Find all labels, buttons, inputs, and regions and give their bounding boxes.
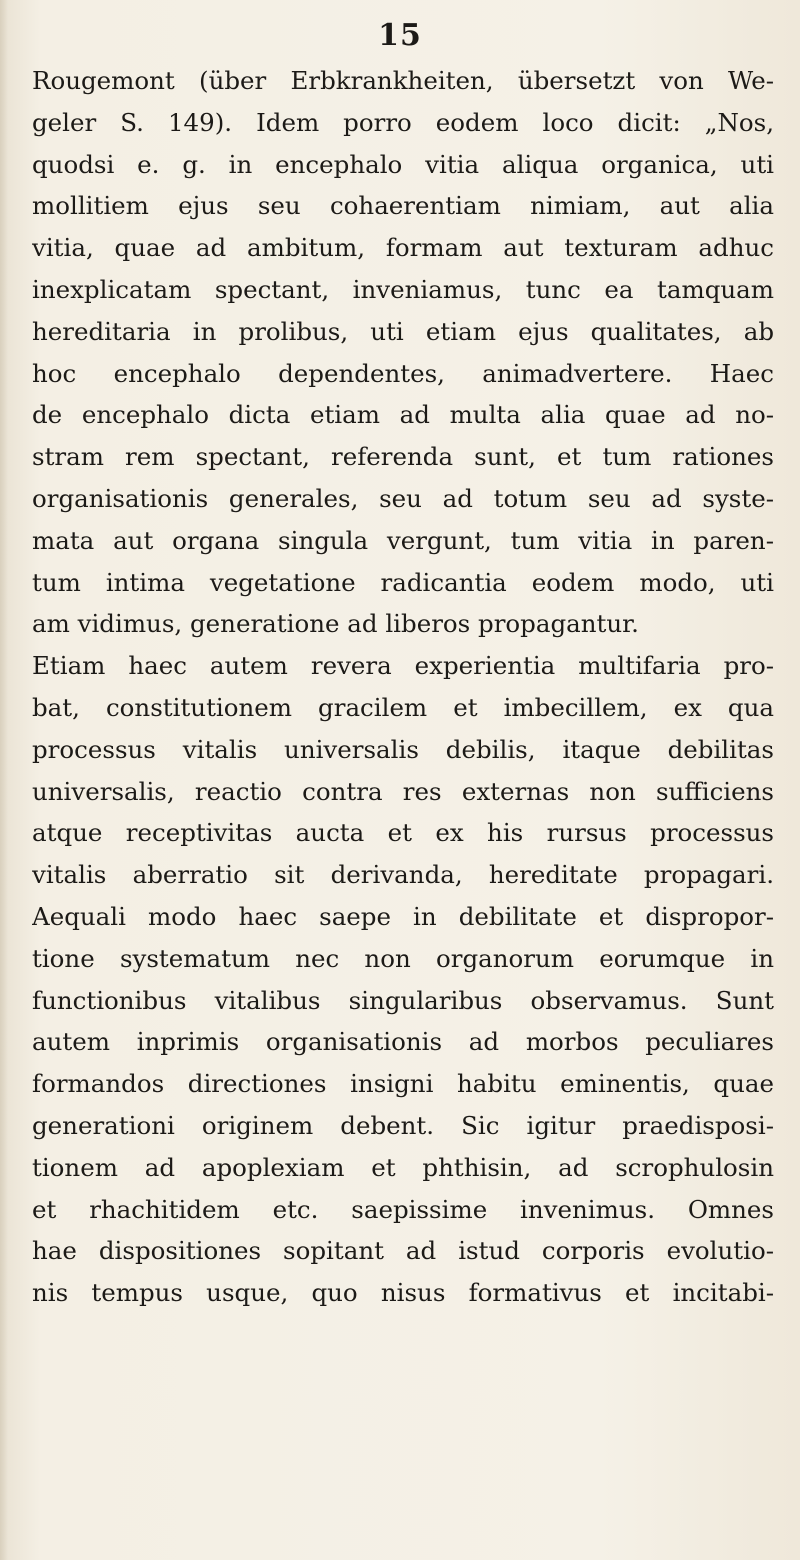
text-line: universalis, reactio contra res externas non sufficiens: [32, 776, 774, 806]
text-line: functionibus vitalibus singularibus observamus. Sunt: [32, 985, 774, 1015]
text-line: Rougemont (über Erbkrankheiten, übersetzt von We-: [32, 66, 774, 95]
text-line: am vidimus, generatione ad liberos propagantur.: [32, 609, 639, 639]
text-line: tione systematum nec non organorum eorumque in: [32, 943, 774, 973]
text-line: vitalis aberratio sit derivanda, hereditate propagari.: [32, 860, 774, 890]
text-line: hae dispositiones sopitant ad istud corporis evolutio-: [32, 1236, 774, 1266]
text-line: processus vitalis universalis debilis, itaque debilitas: [32, 734, 774, 764]
text-line: formandos directiones insigni habitu eminentis, quae: [32, 1069, 774, 1099]
text-line: Aequali modo haec saepe in debilitate et dispropor-: [32, 901, 774, 931]
page-number: 15: [378, 18, 422, 53]
text-line: bat, constitutionem gracilem et imbecillem, ex qua: [32, 692, 774, 722]
text-line: quodsi e. g. in encephalo vitia aliqua organica, uti: [32, 149, 774, 179]
text-line: de encephalo dicta etiam ad multa alia quae ad no-: [32, 400, 774, 430]
text-line: hereditaria in prolibus, uti etiam ejus qualitates, ab: [32, 316, 774, 346]
text-line: organisationis generales, seu ad totum seu ad syste-: [32, 483, 774, 513]
page-binding-shadow: [0, 0, 8, 1560]
text-line: Etiam haec autem revera experientia multifaria pro-: [32, 651, 774, 681]
text-line: mata aut organa singula vergunt, tum vitia in paren-: [32, 525, 774, 555]
text-line: mollitiem ejus seu cohaerentiam nimiam, aut alia: [32, 191, 774, 221]
text-line: atque receptivitas aucta et ex his rursus processus: [32, 818, 774, 848]
text-line: hoc encephalo dependentes, animadvertere. Haec: [32, 358, 774, 388]
text-line: inexplicatam spectant, inveniamus, tunc ea tamquam: [32, 274, 774, 304]
text-line: geler S. 149). Idem porro eodem loco dicit: „Nos,: [32, 107, 774, 137]
text-line: vitia, quae ad ambitum, formam aut texturam adhuc: [32, 233, 774, 263]
text-line: tionem ad apoplexiam et phthisin, ad scrophulosin: [32, 1152, 774, 1182]
body-text: [32, 60, 774, 1314]
text-line: stram rem spectant, referenda sunt, et tum rationes: [32, 442, 774, 472]
text-line: autem inprimis organisationis ad morbos peculiares: [32, 1027, 774, 1057]
text-line: nis tempus usque, quo nisus formativus et incitabi-: [32, 1278, 774, 1308]
text-line: generationi originem debent. Sic igitur praedisposi-: [32, 1110, 774, 1140]
text-line: et rhachitidem etc. saepissime invenimus. Omnes: [32, 1194, 774, 1224]
text-line: tum intima vegetatione radicantia eodem modo, uti: [32, 567, 774, 597]
